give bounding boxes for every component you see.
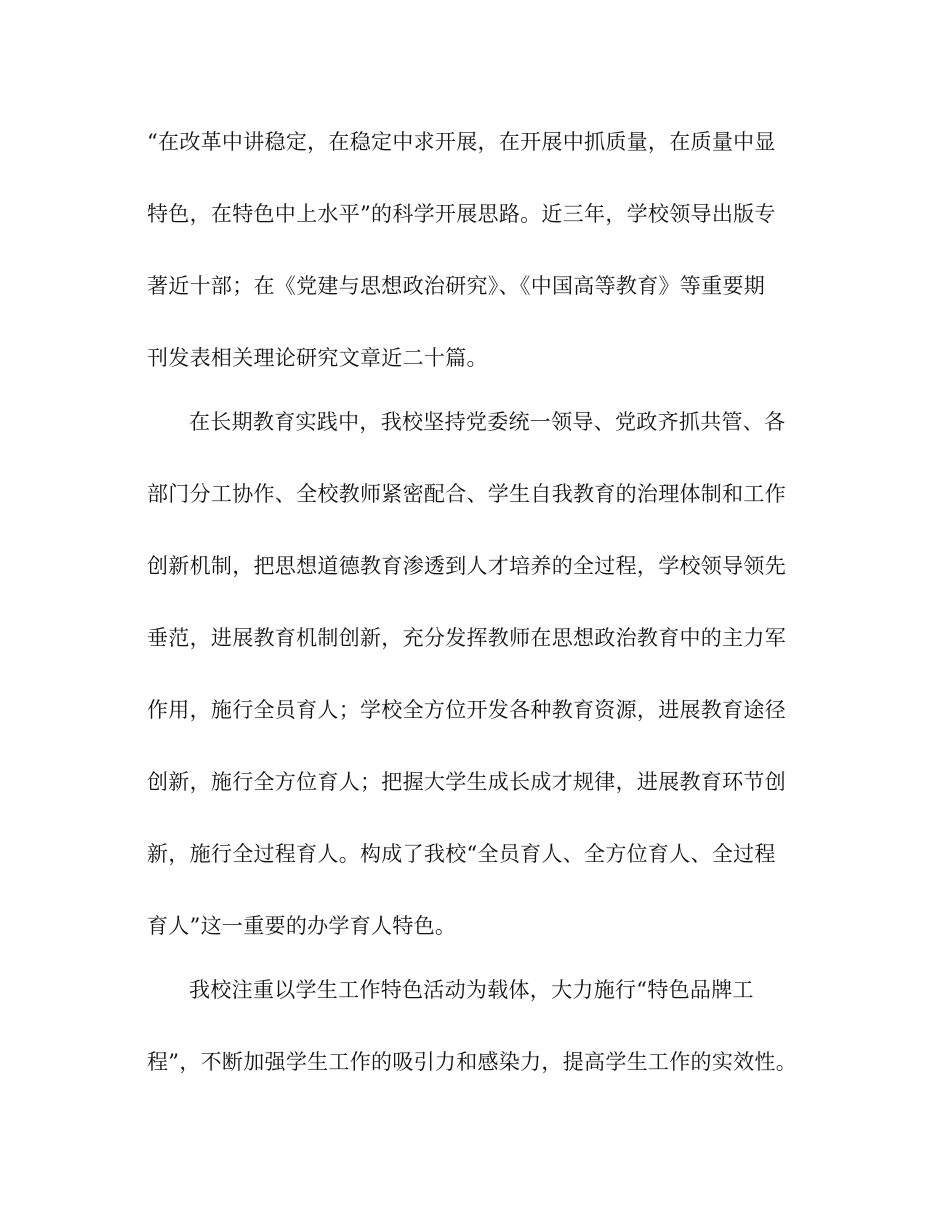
text-line: 作用，施行全员育人；学校全方位开发各种教育资源，进展教育途径	[147, 698, 786, 722]
text-line: 特色，在特色中上水平”的科学开展思路。近三年，学校领导出版专	[147, 202, 776, 226]
text-line: 创新，施行全方位育人；把握大学生成长成才规律，进展教育环节创	[147, 770, 786, 794]
text-line: 垂范，进展教育机制创新，充分发挥教师在思想政治教育中的主力军	[147, 626, 786, 650]
text-line: 著近十部；在《党建与思想政治研究》、《中国高等教育》等重要期	[147, 274, 765, 298]
text-line: 刊发表相关理论研究文章近二十篇。	[147, 346, 488, 370]
text-line: 部门分工协作、全校教师紧密配合、学生自我教育的治理体制和工作	[147, 482, 786, 506]
text-line: 育人”这一重要的办学育人特色。	[147, 914, 457, 938]
paragraph-start-line: 我校注重以学生工作特色活动为载体，大力施行“特色品牌工	[189, 978, 754, 1002]
text-line: 程”，不断加强学生工作的吸引力和感染力，提高学生工作的实效性。	[147, 1050, 798, 1074]
text-line: 新，施行全过程育人。构成了我校“全员育人、全方位育人、全过程	[147, 842, 776, 866]
text-line: 创新机制，把思想道德教育渗透到人才培养的全过程，学校领导领先	[147, 554, 786, 578]
text-line: “在改革中讲稳定，在稳定中求开展，在开展中抓质量，在质量中显	[147, 130, 776, 154]
paragraph-start-line: 在长期教育实践中，我校坚持党委统一领导、党政齐抓共管、各	[189, 410, 786, 434]
